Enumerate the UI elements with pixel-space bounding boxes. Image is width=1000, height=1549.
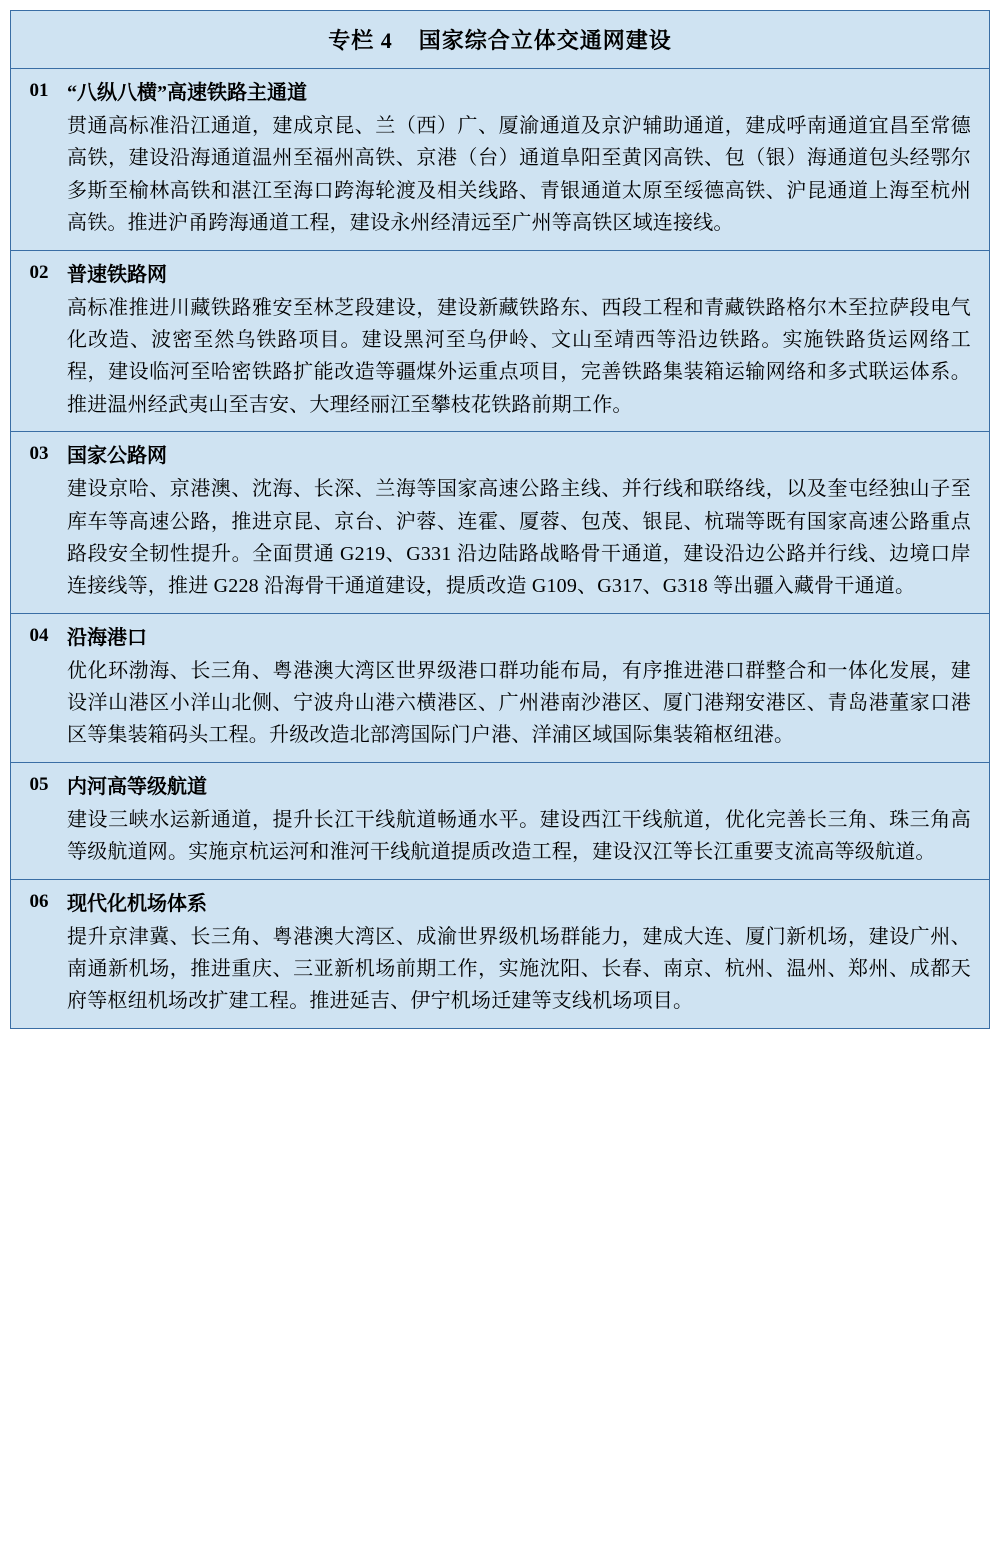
item-title: 普速铁路网: [67, 263, 167, 286]
row-body: [67, 889, 989, 1018]
row-body: [67, 623, 989, 752]
table-row: [11, 432, 989, 614]
table-row: [11, 69, 989, 251]
row-number: 03: [29, 443, 49, 465]
item-text: 建设三峡水运新通道，提升长江干线航道畅通水平。建设西江干线航道，优化完善长三角、珠三角高等级航道网。实施京杭运河和淮河干线航道提质改造工程，建设汉江等长江重要支流高等级航道。: [67, 808, 971, 864]
row-number: 04: [29, 624, 49, 646]
item-title: 现代化机场体系: [67, 892, 207, 915]
row-body: [67, 78, 989, 240]
row-number: 01: [29, 80, 49, 101]
row-number: 02: [29, 261, 49, 283]
table-row: [11, 614, 989, 763]
item-text: 提升京津冀、长三角、粤港澳大湾区、成渝世界级机场群能力，建成大连、厦门新机场，建设广州、南通新机场，推进重庆、三亚新机场前期工作，实施沈阳、长春、南京、杭州、温州、郑州、成都天府等枢纽机场改扩建工程。推进延吉、伊宁机场迁建等支线机场项目。: [67, 925, 971, 1013]
column-box: [10, 10, 990, 1029]
table-row: [11, 251, 989, 433]
item-title: 内河高等级航道: [67, 775, 207, 798]
row-body: [67, 260, 989, 422]
panel-title: [11, 11, 989, 69]
item-text: 优化环渤海、长三角、粤港澳大湾区世界级港口群功能布局，有序推进港口群整合和一体化发展，建设洋山港区小洋山北侧、宁波舟山港六横港区、广州港南沙港区、厦门港翔安港区、青岛港董家口港区等集装箱码头工程。升级改造北部湾国际门户港、洋浦区域国际集装箱枢纽港。: [67, 659, 971, 747]
item-title: 国家公路网: [67, 445, 167, 468]
panel-title-prefix: 专栏 4: [328, 28, 393, 53]
panel-title-main: 国家综合立体交通网建设: [418, 28, 672, 53]
row-body: [67, 772, 989, 869]
table-row: [11, 763, 989, 880]
item-title: 沿海港口: [67, 626, 147, 649]
row-number: 06: [29, 890, 49, 912]
row-body: [67, 441, 989, 603]
item-text: 贯通高标准沿江通道，建成京昆、兰（西）广、厦渝通道及京沪辅助通道，建成呼南通道宜昌至常德高铁，建设沿海通道温州至福州高铁、京港（台）通道阜阳至黄冈高铁、包（银）海通道包头经鄂尔多斯至榆林高铁和湛江至海口跨海轮渡及相关线路、青银通道太原至绥德高铁、沪昆通道上海至杭州高铁。推进沪甬跨海通道工程，建设永州经清远至广州等高铁区域连接线。: [67, 115, 971, 235]
item-text: 建设京哈、京港澳、沈海、长深、兰海等国家高速公路主线、并行线和联络线，以及奎屯经独山子至库车等高速公路，推进京昆、京台、沪蓉、连霍、厦蓉、包茂、银昆、杭瑞等既有国家高速公路重点路段安全韧性提升。全面贯通 G219、G331 沿边陆路战略骨干通道，建设沿边公路并行线、边境口岸连接线等，推进 G228 沿海骨干通道建设，提质改造 G109、G317、G318 等出疆入藏骨干通道。: [67, 478, 971, 598]
table-row: [11, 880, 989, 1028]
row-number: 05: [29, 773, 49, 795]
item-text: 高标准推进川藏铁路雅安至林芝段建设，建设新藏铁路东、西段工程和青藏铁路格尔木至拉萨段电气化改造、波密至然乌铁路项目。建设黑河至乌伊岭、文山至靖西等沿边铁路。实施铁路货运网络工程，建设临河至哈密铁路扩能改造等疆煤外运重点项目，完善铁路集装箱运输网络和多式联运体系。推进温州经武夷山至吉安、大理经丽江至攀枝花铁路前期工作。: [67, 296, 971, 416]
item-title: “八纵八横”高速铁路主通道: [67, 82, 307, 104]
